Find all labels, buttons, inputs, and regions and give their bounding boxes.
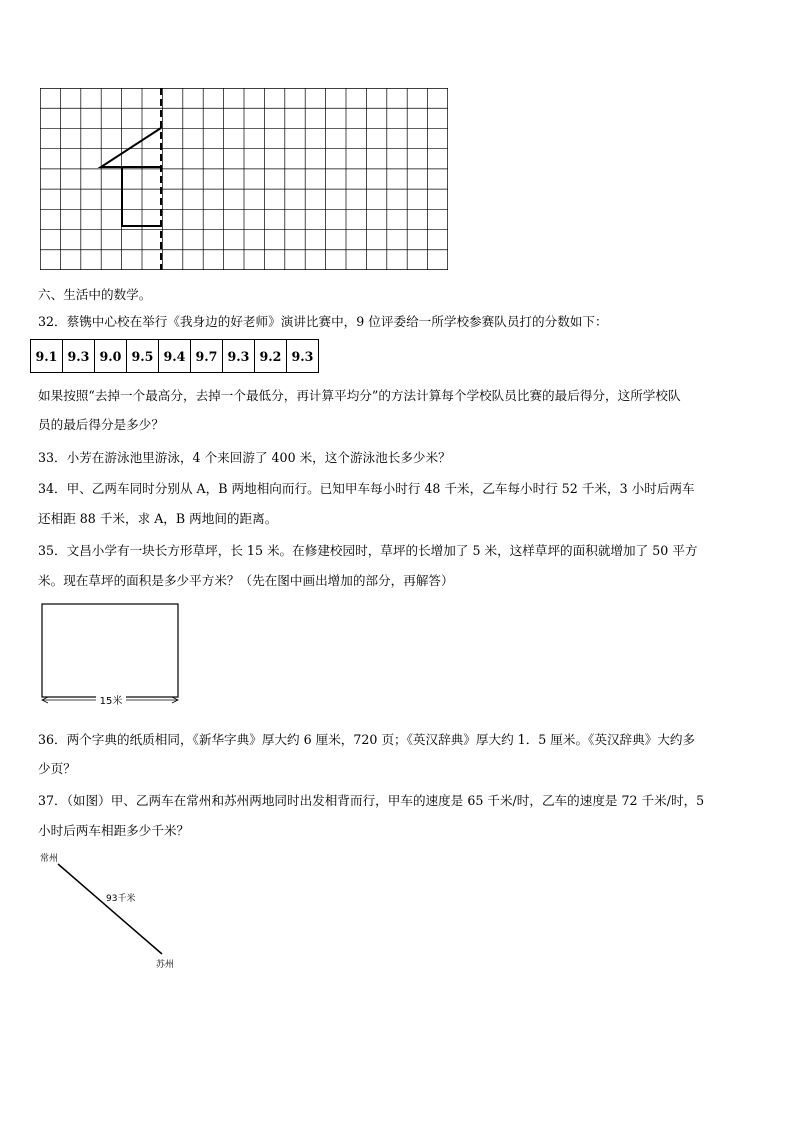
score-cell: 9.2 <box>255 340 287 373</box>
half-shape <box>101 128 161 167</box>
q35-line1: 35．文昌小学有一块长方形草坪，长 15 米。在修建校园时，草坪的长增加了 5 米，这样草坪的面积就增加了 50 平方 <box>38 543 698 558</box>
lawn-rectangle-figure <box>38 600 184 712</box>
score-cell: 9.4 <box>159 340 191 373</box>
score-cell: 9.5 <box>127 340 159 373</box>
q37-line1: 37．（如图）甲、乙两车在常州和苏州两地同时出发相背而行，甲车的速度是 65 千米/时，乙车的速度是 72 千米/时，5 <box>38 793 705 808</box>
length-label: 15米 <box>99 696 123 707</box>
score-cell: 9.0 <box>95 340 127 373</box>
grid-lines <box>40 88 448 270</box>
score-cell: 9.3 <box>223 340 255 373</box>
score-table <box>30 339 319 373</box>
section-title-6: 六、生活中的数学。 <box>38 287 152 302</box>
q33-text: 33．小芳在游泳池里游泳，4 个来回游了 400 米，这个游泳池长多少米？ <box>38 450 451 465</box>
q34-line2: 还相距 88 千米，求 A，B 两地间的距离。 <box>38 511 278 526</box>
q32-text: 32．蔡镌中心校在举行《我身边的好老师》演讲比赛中，9 位评委给一所学校参赛队员打的分数如下： <box>38 314 608 329</box>
symmetry-grid-figure <box>40 88 448 270</box>
q32-question-line2: 员的最后得分是多少？ <box>38 417 164 432</box>
score-cell: 9.1 <box>31 340 63 373</box>
half-shape-stem <box>122 167 161 226</box>
route-figure <box>36 850 196 975</box>
q35-line2: 米。现在草坪的面积是多少平方米？（先在图中画出增加的部分，再解答） <box>38 573 454 588</box>
score-cell: 9.7 <box>191 340 223 373</box>
lawn-rectangle <box>42 604 178 697</box>
route-line <box>58 864 162 954</box>
q36-line1: 36．两个字典的纸质相同，《新华字典》厚大约 6 厘米，720 页；《英汉辞典》厚大约 1．5 厘米。《英汉辞典》大约多 <box>38 732 696 747</box>
q32-question-line1: 如果按照“去掉一个最高分，去掉一个最低分，再计算平均分”的方法计算每个学校队员比赛的最后得分，这所学校队 <box>38 388 681 403</box>
q36-line2: 少页？ <box>38 761 76 776</box>
city-suzhou-label: 苏州 <box>156 960 175 970</box>
q37-line2: 小时后两车相距多少千米？ <box>38 823 190 838</box>
score-cell: 9.3 <box>287 340 319 373</box>
distance-label: 93千米 <box>106 894 136 904</box>
q34-line1: 34．甲、乙两车同时分别从 A，B 两地相向而行。已知甲车每小时行 48 千米，乙车每小时行 52 千米，3 小时后两车 <box>38 481 695 496</box>
score-cell: 9.3 <box>63 340 95 373</box>
city-changzhou-label: 常州 <box>40 854 59 864</box>
